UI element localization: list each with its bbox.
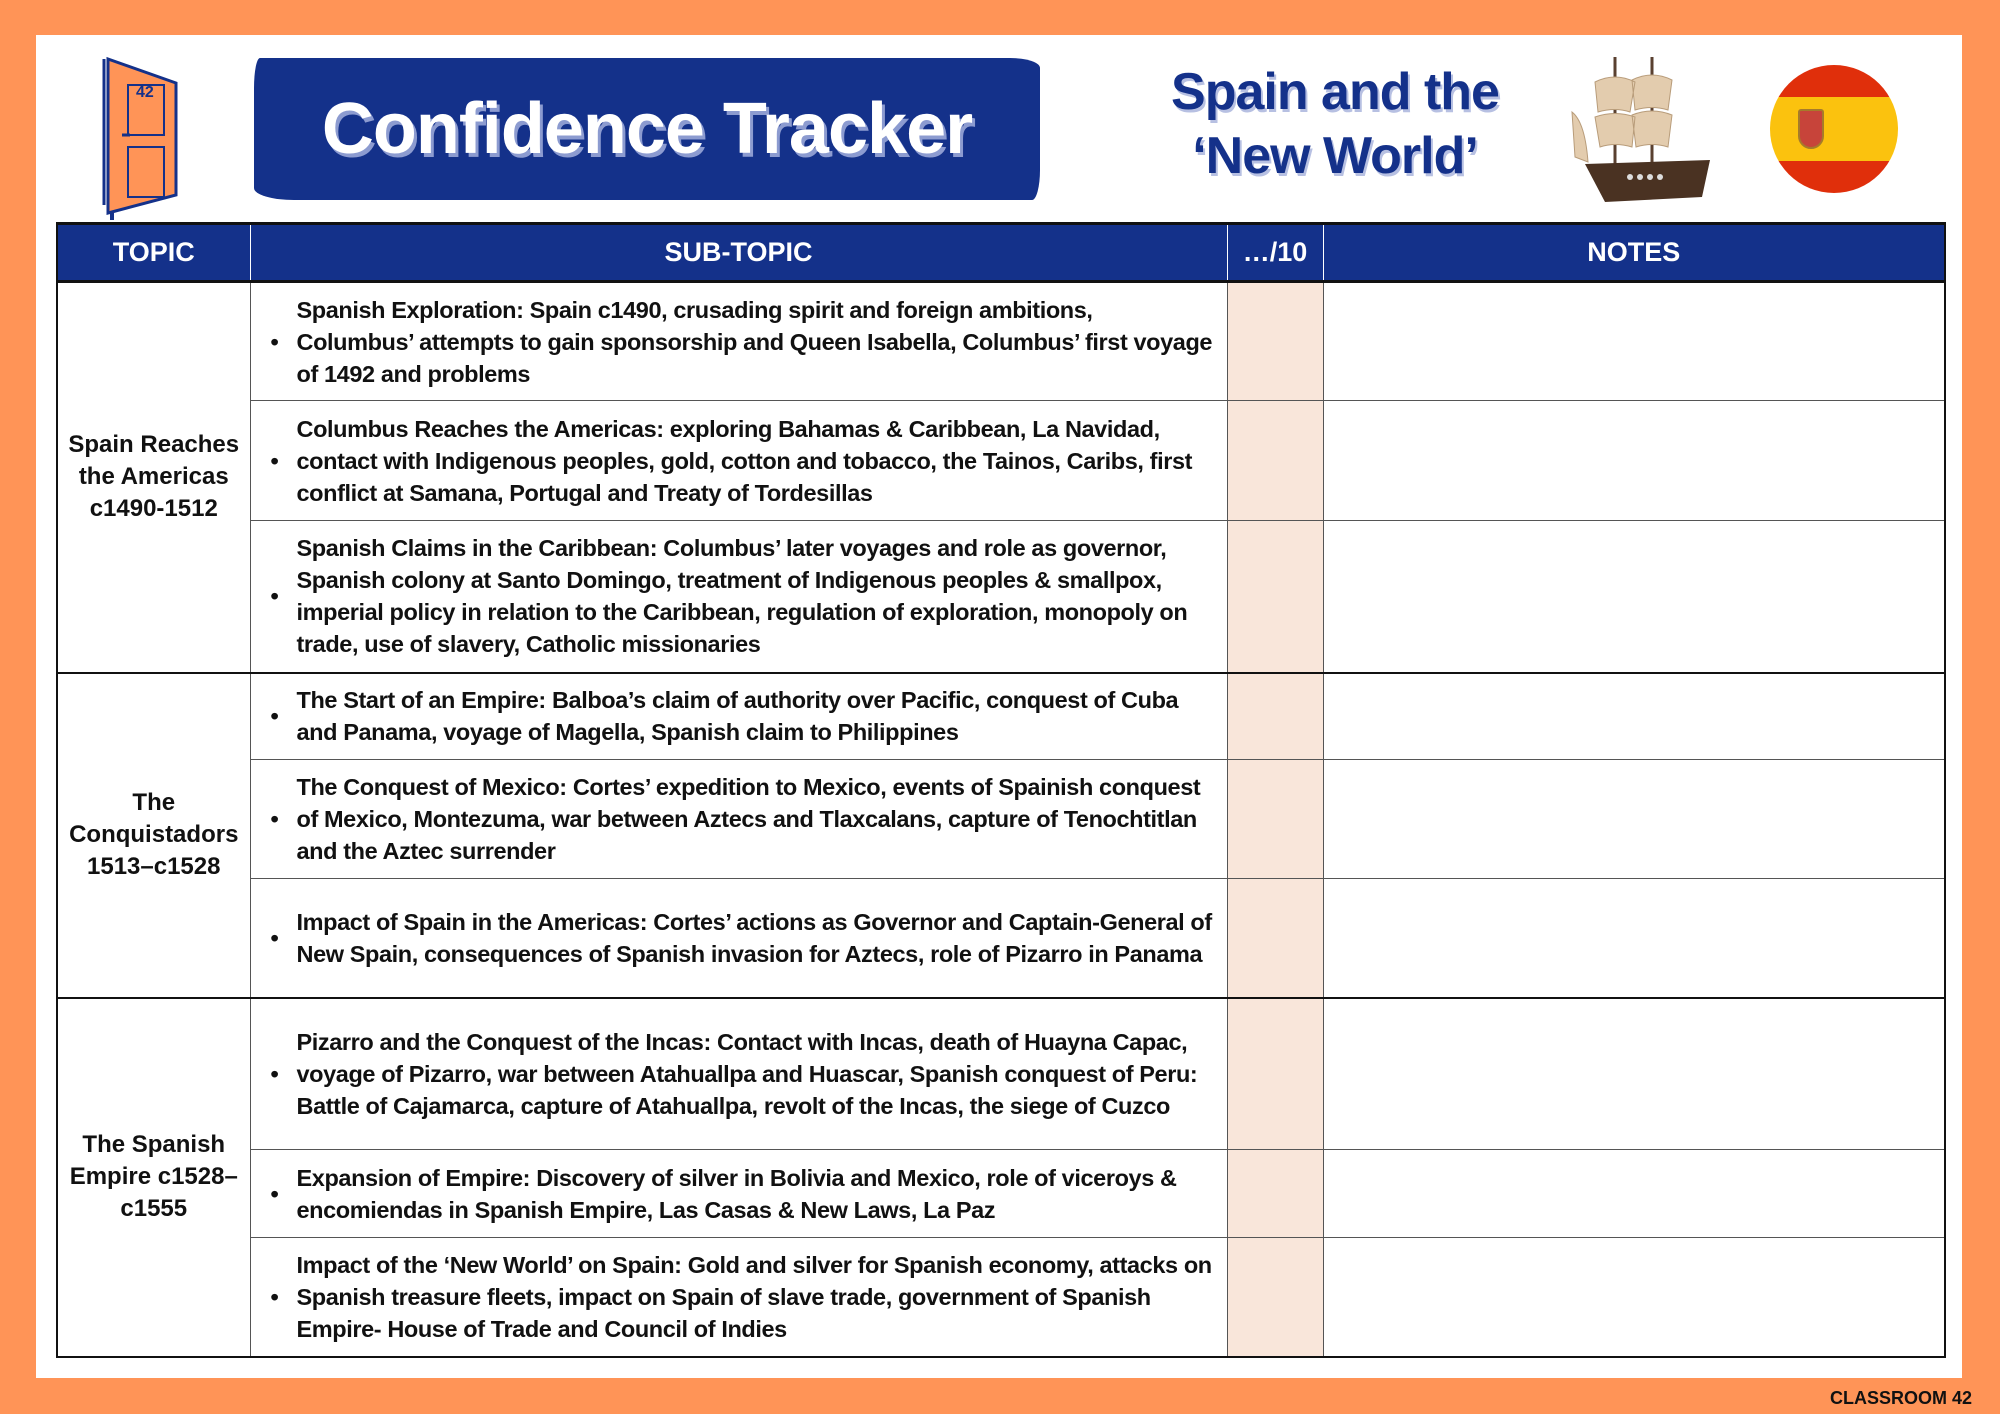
column-header-score: …/10 (1227, 224, 1323, 282)
table-row (57, 282, 1945, 401)
spain-flag-icon (1770, 65, 1898, 193)
table-row (57, 879, 1945, 998)
confidence-table (56, 222, 1946, 1358)
subtopic-cell: • Spanish Claims in the Caribbean: Columbus’ later voyages and role as governor, Spanish colony at Santo Domingo, treatment of Indigenous peoples & smallpox, imperial policy in relation to the Caribbean, regulation of exploration, monopoly on trade, use of slavery, Catholic missionaries (250, 521, 1227, 673)
score-input[interactable] (1227, 760, 1323, 879)
notes-input[interactable] (1323, 282, 1945, 401)
footer-brand: CLASSROOM 42 (1829, 1388, 1972, 1408)
door-logo-icon (100, 55, 180, 225)
notes-input[interactable] (1323, 760, 1945, 879)
score-input[interactable] (1227, 521, 1323, 673)
subtopic-cell: • Pizarro and the Conquest of the Incas: Contact with Incas, death of Huayna Capac, voyage of Pizarro, war between Atahuallpa and Huascar, Spanish conquest of Peru: Battle of Cajamarca, capture of Atahuallpa, revolt of the Incas, the siege of Cuzco (250, 998, 1227, 1150)
subtitle-line-1: Spain and the (1171, 63, 1499, 121)
subtopic-cell: • Expansion of Empire: Discovery of silver in Bolivia and Mexico, role of viceroys & encomiendas in Spanish Empire, Las Casas & New Laws, La Paz (250, 1150, 1227, 1238)
table-row (57, 521, 1945, 673)
table-row (57, 1150, 1945, 1238)
notes-input[interactable] (1323, 1150, 1945, 1238)
table-row (57, 998, 1945, 1150)
topic-cell: Spain Reaches the Americas c1490-1512 (57, 282, 250, 673)
subtopic-cell: • Columbus Reaches the Americas: exploring Bahamas & Caribbean, La Navidad, contact with Indigenous peoples, gold, cotton and tobacco, the Tainos, Caribs, first conflict at Samana, Portugal and Treaty of Tordesillas (250, 401, 1227, 521)
column-header-topic: TOPIC (57, 224, 250, 282)
score-input[interactable] (1227, 1238, 1323, 1357)
door-number: 42 (136, 84, 154, 101)
notes-input[interactable] (1323, 521, 1945, 673)
topic-cell: The Spanish Empire c1528–c1555 (57, 998, 250, 1357)
subtopic-cell: • The Conquest of Mexico: Cortes’ expedition to Mexico, events of Spainish conquest of Mexico, Montezuma, war between Aztecs and Tlaxcalans, capture of Tenochtitlan and the Aztec surrender (250, 760, 1227, 879)
subtitle (1150, 60, 1520, 188)
score-input[interactable] (1227, 282, 1323, 401)
topic-cell: The Conquistadors 1513–c1528 (57, 673, 250, 998)
notes-input[interactable] (1323, 673, 1945, 760)
score-input[interactable] (1227, 401, 1323, 521)
subtitle-line-2: ‘New World’ (1192, 127, 1478, 185)
page-title: Confidence Tracker (321, 89, 973, 169)
table-row (57, 401, 1945, 521)
score-input[interactable] (1227, 673, 1323, 760)
score-input[interactable] (1227, 998, 1323, 1150)
title-banner (254, 58, 1040, 200)
column-header-subtopic: SUB-TOPIC (250, 224, 1227, 282)
subtopic-cell: • Impact of Spain in the Americas: Cortes’ actions as Governor and Captain-General of New Spain, consequences of Spanish invasion for Aztecs, role of Pizarro in Panama (250, 879, 1227, 998)
subtopic-cell: • Spanish Exploration: Spain c1490, crusading spirit and foreign ambitions, Columbus’ attempts to gain sponsorship and Queen Isabella, Columbus’ first voyage of 1492 and problems (250, 282, 1227, 401)
notes-input[interactable] (1323, 879, 1945, 998)
subtopic-cell: • Impact of the ‘New World’ on Spain: Gold and silver for Spanish economy, attacks on Spanish treasure fleets, impact on Spain of slave trade, government of Spanish Empire- House of Trade and Council of Indies (250, 1238, 1227, 1357)
table-row (57, 760, 1945, 879)
notes-input[interactable] (1323, 1238, 1945, 1357)
table-row (57, 673, 1945, 760)
score-input[interactable] (1227, 879, 1323, 998)
notes-input[interactable] (1323, 998, 1945, 1150)
notes-input[interactable] (1323, 401, 1945, 521)
column-header-notes: NOTES (1323, 224, 1945, 282)
table-row (57, 1238, 1945, 1357)
ship-icon (1570, 52, 1720, 212)
subtopic-cell: • The Start of an Empire: Balboa’s claim of authority over Pacific, conquest of Cuba and Panama, voyage of Magella, Spanish claim to Philippines (250, 673, 1227, 760)
score-input[interactable] (1227, 1150, 1323, 1238)
